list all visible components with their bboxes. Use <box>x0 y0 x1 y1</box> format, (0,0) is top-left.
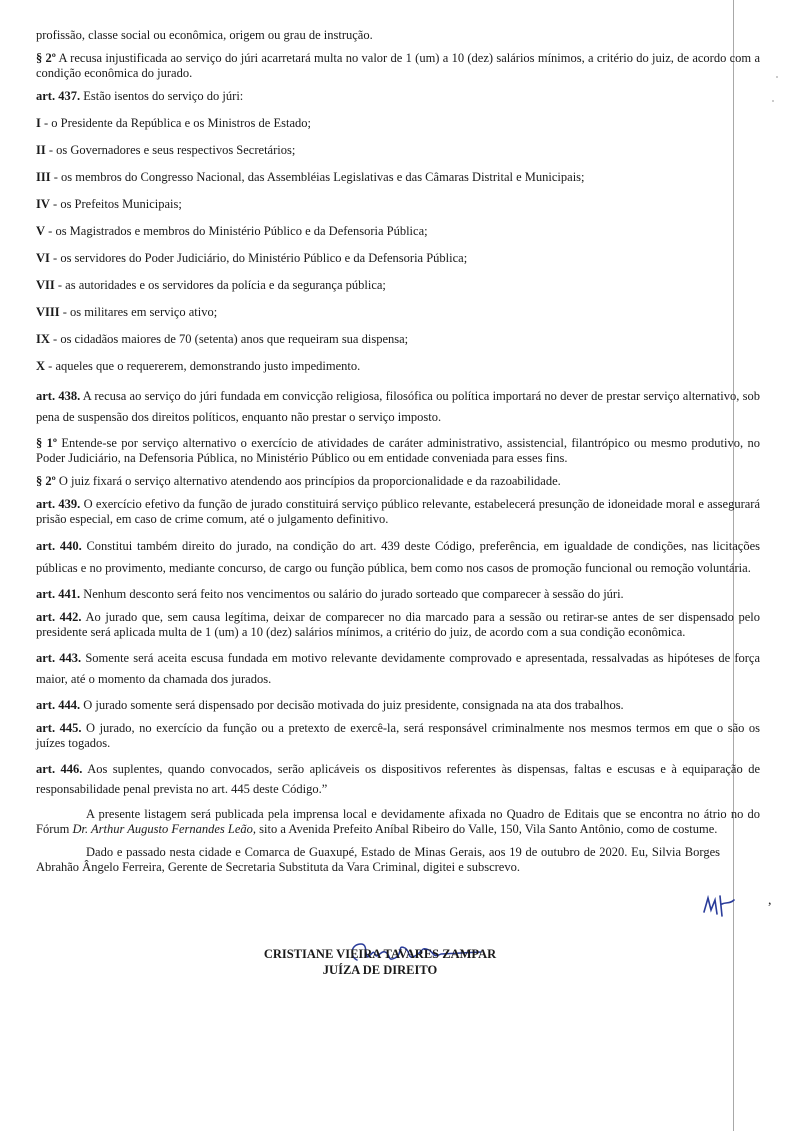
article-446: art. 446. Aos suplentes, quando convocados, serão aplicáveis os dispositivos referentes às dispensas, faltas e escusas e à equiparação de responsabilidade penal prevista no art. 445 deste Código.” <box>36 762 760 796</box>
inciso-item: X - aqueles que o requererem, demonstrando justo impedimento. <box>36 359 361 373</box>
scan-speck <box>772 100 774 102</box>
article-437: art. 437. Estão isentos do serviço do júri: <box>36 89 244 103</box>
article-438: art. 438. A recusa ao serviço do júri fundada em convicção religiosa, filosófica ou política importará no dever de prestar serviço alternativo, sob pena de suspensão dos direitos políticos, enquanto não prestar o serviço imposto. <box>36 389 760 424</box>
inciso-item: I - o Presidente da República e os Ministros de Estado; <box>36 116 311 130</box>
inciso-item: VII - as autoridades e os servidores da polícia e da segurança pública; <box>36 278 386 292</box>
inciso-item: V - os Magistrados e membros do Ministério Público e da Defensoria Pública; <box>36 224 428 238</box>
inciso-item: IV - os Prefeitos Municipais; <box>36 197 182 211</box>
article-444: art. 444. O jurado somente será dispensado por decisão motivada do juiz presidente, consignada na ata dos trabalhos. <box>36 698 624 712</box>
inciso-item: IX - os cidadãos maiores de 70 (setenta) anos que requeiram sua dispensa; <box>36 332 409 346</box>
article-438-paragraph-2: § 2º O juiz fixará o serviço alternativo atendendo aos princípios da proporcionalidade e da razoabilidade. <box>36 474 561 488</box>
intro-line: profissão, classe social ou econômica, origem ou grau de instrução. <box>36 28 373 42</box>
article-443: art. 443. Somente será aceita escusa fundada em motivo relevante devidamente comprovado e apresentada, ressalvadas as hipóteses de força maior, até o momento da chamada dos jurados. <box>36 651 760 686</box>
comma-mark: , <box>768 893 772 908</box>
signature-block <box>0 946 760 978</box>
judge-name: CRISTIANE VIEIRA TAVARES ZAMPAR <box>263 947 497 961</box>
paragraph-436-2: § 2º A recusa injustificada ao serviço do júri acarretará multa no valor de 1 (um) a 10 (dez) salários mínimos, a critério do juiz, de acordo com a condição econômica do jurado. <box>36 51 760 80</box>
article-438-paragraph-1: § 1º Entende-se por serviço alternativo o exercício de atividades de caráter administrativo, assistencial, filantrópico ou mesmo produtivo, no Poder Judiciário, na Defensoria Pública, no Ministério Público ou em entidade conveniada para esses fins. <box>36 436 760 465</box>
document-body <box>36 28 760 883</box>
article-441: art. 441. Nenhum desconto será feito nos vencimentos ou salário do jurado sorteado que comparecer à sessão do júri. <box>36 587 624 601</box>
inciso-item: VI - os servidores do Poder Judiciário, do Ministério Público e da Defensoria Pública; <box>36 251 468 265</box>
scan-speck <box>776 76 778 78</box>
article-442: art. 442. Ao jurado que, sem causa legítima, deixar de comparecer no dia marcado para a sessão ou retirar-se antes de ser dispensado pelo presidente será aplicada multa de 1 (um) a 10 (dez) salários mínimos, a critério do juiz, de acordo com a sua condição econômica. <box>36 610 760 639</box>
article-439: art. 439. O exercício efetivo da função de jurado constituirá serviço público relevante, estabelecerá presunção de idoneidade moral e assegurará prisão especial, em caso de crime comum, até o julgamento definitivo. <box>36 497 760 526</box>
publication-paragraph: A presente listagem será publicada pela imprensa local e devidamente afixada no Quadro de Editais que se encontra no átrio no do Fórum Dr. Arthur Augusto Fernandes Leão, sito a Avenida Prefeito Aníbal Ribeiro do Valle, 150, Vila Santo Antônio, como de costume. <box>36 807 760 836</box>
inciso-item: II - os Governadores e seus respectivos Secretários; <box>36 143 296 157</box>
closing-paragraph: Dado e passado nesta cidade e Comarca de Guaxupé, Estado de Minas Gerais, aos 19 de outubro de 2020. Eu, Silvia Borges Abrahão Ângelo Ferreira, Gerente de Secretaria Substituta da Vara Criminal, digitei e subscrevo. <box>36 845 720 874</box>
inciso-item: III - os membros do Congresso Nacional, das Assembléias Legislativas e das Câmaras Distrital e Municipais; <box>36 170 585 184</box>
article-445: art. 445. O jurado, no exercício da função ou a pretexto de exercê-la, será responsável criminalmente nos mesmos termos em que o são os juízes togados. <box>36 721 761 750</box>
article-440: art. 440. Constitui também direito do jurado, na condição do art. 439 deste Código, preferência, em igualdade de condições, nas licitações públicas e no provimento, mediante concurso, de cargo ou função pública, bem como nos casos de promoção funcional ou remoção voluntária. <box>36 539 760 575</box>
inciso-item: VIII - os militares em serviço ativo; <box>36 305 218 319</box>
clerk-initials-signature <box>700 892 740 920</box>
judge-title: JUÍZA DE DIREITO <box>322 963 438 977</box>
